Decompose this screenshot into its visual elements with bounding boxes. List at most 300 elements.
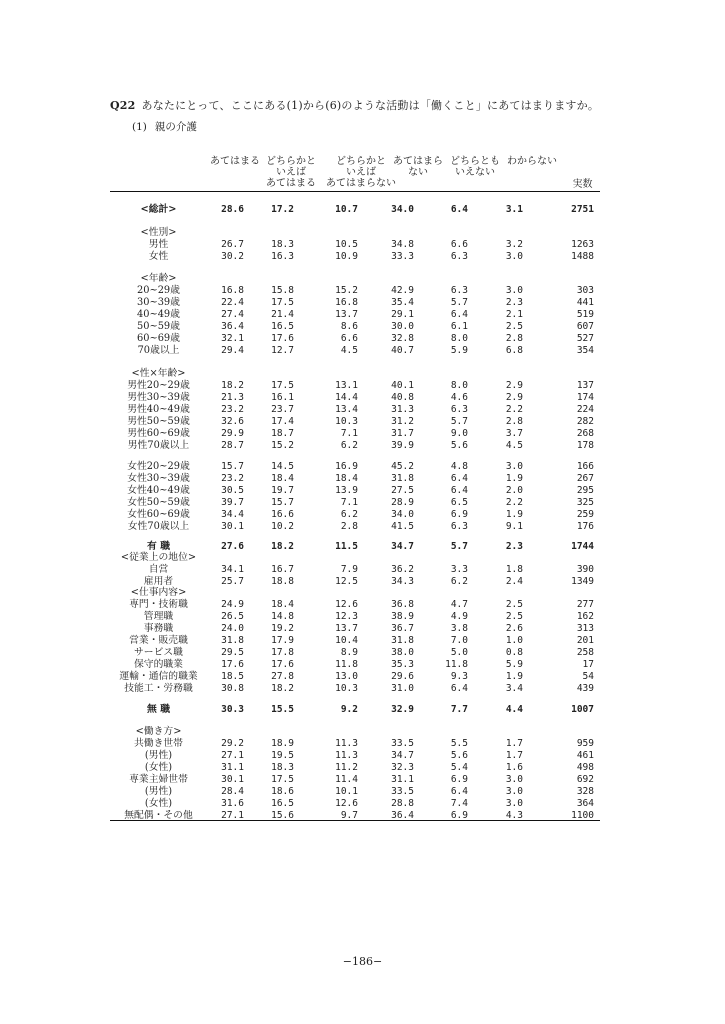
cell-percent: 6.4 bbox=[450, 204, 468, 215]
cell-percent: 4.9 bbox=[450, 611, 468, 622]
table-row bbox=[110, 392, 600, 403]
cell-count: 1488 bbox=[571, 251, 594, 262]
cell-percent: 5.5 bbox=[450, 738, 468, 749]
cell-percent: 18.3 bbox=[271, 762, 294, 773]
cell-percent: 6.3 bbox=[450, 521, 468, 532]
cell-percent: 6.1 bbox=[450, 321, 468, 332]
row-label: (男性) bbox=[144, 750, 173, 761]
row-label: 男性30~39歳 bbox=[127, 392, 190, 403]
row-label: 男性 bbox=[148, 239, 169, 250]
cell-percent: 3.8 bbox=[450, 623, 468, 634]
cell-percent: 2.0 bbox=[505, 485, 523, 496]
table-row bbox=[110, 509, 600, 520]
cell-percent: 32.8 bbox=[391, 333, 414, 344]
cell-percent: 32.1 bbox=[221, 333, 244, 344]
cell-percent: 11.8 bbox=[445, 659, 468, 670]
cell-percent: 30.1 bbox=[221, 774, 244, 785]
cell-percent: 15.8 bbox=[271, 285, 294, 296]
row-label: 専門・技術職 bbox=[129, 599, 188, 610]
question-number: Q22 bbox=[110, 99, 136, 112]
table-row bbox=[110, 380, 600, 391]
row-label: 運輸・通信的職業 bbox=[119, 671, 198, 682]
table-bottom-rule bbox=[110, 820, 600, 821]
cell-count: 498 bbox=[576, 762, 594, 773]
row-label: 自営 bbox=[148, 564, 169, 575]
header-col-6: わからない bbox=[507, 156, 557, 167]
row-label: 女性40~49歳 bbox=[127, 485, 190, 496]
cell-percent: 34.0 bbox=[391, 509, 414, 520]
cell-percent: 9.3 bbox=[450, 671, 468, 682]
table-row bbox=[110, 635, 600, 646]
cell-percent: 13.1 bbox=[335, 380, 358, 391]
cell-percent: 28.9 bbox=[391, 497, 414, 508]
cell-percent: 2.8 bbox=[505, 416, 523, 427]
cell-percent: 2.9 bbox=[505, 380, 523, 391]
row-label: 20~29歳 bbox=[137, 285, 180, 296]
cell-percent: 3.0 bbox=[505, 285, 523, 296]
cell-percent: 13.9 bbox=[335, 485, 358, 496]
cell-percent: 36.7 bbox=[391, 623, 414, 634]
cell-count: 959 bbox=[576, 738, 594, 749]
cell-percent: 4.6 bbox=[450, 392, 468, 403]
cell-percent: 3.0 bbox=[505, 798, 523, 809]
subquestion-label: 親の介護 bbox=[154, 121, 197, 133]
cell-count: 1744 bbox=[571, 541, 594, 552]
cell-percent: 7.0 bbox=[450, 635, 468, 646]
table-row bbox=[110, 368, 600, 379]
cell-percent: 4.5 bbox=[505, 440, 523, 451]
cell-percent: 13.7 bbox=[335, 309, 358, 320]
cell-percent: 15.2 bbox=[335, 285, 358, 296]
table-row bbox=[110, 321, 600, 332]
row-label: 男性70歳以上 bbox=[127, 440, 190, 451]
cell-percent: 7.1 bbox=[340, 428, 358, 439]
cell-percent: 2.3 bbox=[505, 541, 523, 552]
cell-percent: 23.2 bbox=[221, 404, 244, 415]
cell-percent: 6.4 bbox=[450, 485, 468, 496]
cell-percent: 6.8 bbox=[505, 345, 523, 356]
cell-percent: 39.7 bbox=[221, 497, 244, 508]
cell-percent: 14.5 bbox=[271, 461, 294, 472]
cell-percent: 6.4 bbox=[450, 683, 468, 694]
cell-percent: 16.5 bbox=[271, 798, 294, 809]
row-label: 雇用者 bbox=[143, 576, 174, 587]
cell-percent: 7.9 bbox=[340, 564, 358, 575]
table-row bbox=[110, 599, 600, 610]
cell-percent: 8.6 bbox=[340, 321, 358, 332]
cell-percent: 1.7 bbox=[505, 750, 523, 761]
cell-percent: 34.7 bbox=[391, 541, 414, 552]
cell-percent: 38.0 bbox=[391, 647, 414, 658]
table-row bbox=[110, 285, 600, 296]
cell-percent: 18.3 bbox=[271, 239, 294, 250]
table-row bbox=[110, 647, 600, 658]
cell-percent: 17.6 bbox=[221, 659, 244, 670]
cell-percent: 11.8 bbox=[335, 659, 358, 670]
cell-percent: 12.6 bbox=[335, 798, 358, 809]
cell-percent: 6.2 bbox=[450, 576, 468, 587]
cell-percent: 7.1 bbox=[340, 497, 358, 508]
cell-percent: 23.7 bbox=[271, 404, 294, 415]
cell-percent: 8.9 bbox=[340, 647, 358, 658]
table-row bbox=[110, 251, 600, 262]
cell-percent: 11.3 bbox=[335, 738, 358, 749]
cell-percent: 2.4 bbox=[505, 576, 523, 587]
cell-percent: 18.4 bbox=[335, 473, 358, 484]
cell-count: 1349 bbox=[571, 576, 594, 587]
cell-count: 224 bbox=[576, 404, 594, 415]
row-label: 40~49歳 bbox=[137, 309, 180, 320]
row-label: 管理職 bbox=[143, 611, 174, 622]
cell-percent: 5.4 bbox=[450, 762, 468, 773]
cell-percent: 34.7 bbox=[391, 750, 414, 761]
cell-count: 313 bbox=[576, 623, 594, 634]
cell-percent: 2.6 bbox=[505, 623, 523, 634]
cell-percent: 10.7 bbox=[335, 204, 358, 215]
cell-percent: 30.1 bbox=[221, 521, 244, 532]
cell-percent: 40.8 bbox=[391, 392, 414, 403]
cell-percent: 11.2 bbox=[335, 762, 358, 773]
table-row bbox=[110, 333, 600, 344]
question-text bbox=[110, 97, 599, 113]
table-row bbox=[110, 297, 600, 308]
cell-percent: 15.7 bbox=[271, 497, 294, 508]
cell-percent: 28.7 bbox=[221, 440, 244, 451]
cell-percent: 16.5 bbox=[271, 321, 294, 332]
cell-count: 258 bbox=[576, 647, 594, 658]
cell-count: 1100 bbox=[571, 810, 594, 821]
cell-percent: 24.0 bbox=[221, 623, 244, 634]
row-label: 女性50~59歳 bbox=[127, 497, 190, 508]
cell-percent: 36.4 bbox=[221, 321, 244, 332]
row-label: 共働き世帯 bbox=[134, 738, 183, 749]
cell-percent: 19.2 bbox=[271, 623, 294, 634]
cell-percent: 12.7 bbox=[271, 345, 294, 356]
row-label: 女性30~39歳 bbox=[127, 473, 190, 484]
table-row bbox=[110, 404, 600, 415]
cell-percent: 4.4 bbox=[505, 704, 523, 715]
cell-percent: 3.1 bbox=[505, 204, 523, 215]
cell-count: 201 bbox=[576, 635, 594, 646]
cell-percent: 31.2 bbox=[391, 416, 414, 427]
row-label: 女性70歳以上 bbox=[127, 521, 190, 532]
row-label: 保守的職業 bbox=[134, 659, 183, 670]
cell-percent: 17.5 bbox=[271, 380, 294, 391]
cell-percent: 23.2 bbox=[221, 473, 244, 484]
cell-percent: 9.0 bbox=[450, 428, 468, 439]
cell-percent: 31.3 bbox=[391, 404, 414, 415]
header-col-3: どちらかと いえば あてはまらない bbox=[326, 156, 396, 189]
cell-percent: 17.5 bbox=[271, 297, 294, 308]
row-label: 営業・販売職 bbox=[129, 635, 188, 646]
cell-percent: 5.6 bbox=[450, 750, 468, 761]
table-row bbox=[110, 611, 600, 622]
cell-count: 527 bbox=[576, 333, 594, 344]
cell-percent: 18.2 bbox=[271, 683, 294, 694]
cell-percent: 5.6 bbox=[450, 440, 468, 451]
cell-percent: 6.6 bbox=[340, 333, 358, 344]
cell-percent: 21.4 bbox=[271, 309, 294, 320]
cell-percent: 5.0 bbox=[450, 647, 468, 658]
cell-percent: 9.2 bbox=[340, 704, 358, 715]
cell-percent: 1.6 bbox=[505, 762, 523, 773]
cell-percent: 11.4 bbox=[335, 774, 358, 785]
cell-count: 2751 bbox=[571, 204, 594, 215]
row-label: 女性20~29歳 bbox=[127, 461, 190, 472]
header-col-5: どちらとも いえない bbox=[450, 156, 500, 178]
cell-count: 607 bbox=[576, 321, 594, 332]
cell-percent: 5.9 bbox=[450, 345, 468, 356]
cell-percent: 32.6 bbox=[221, 416, 244, 427]
cell-percent: 17.8 bbox=[271, 647, 294, 658]
cell-percent: 17.4 bbox=[271, 416, 294, 427]
row-label: サービス職 bbox=[134, 647, 183, 658]
cell-percent: 29.9 bbox=[221, 428, 244, 439]
cell-percent: 2.5 bbox=[505, 611, 523, 622]
cell-percent: 31.8 bbox=[391, 635, 414, 646]
cell-percent: 40.1 bbox=[391, 380, 414, 391]
cell-percent: 18.9 bbox=[271, 738, 294, 749]
cell-count: 259 bbox=[576, 509, 594, 520]
cell-percent: 13.7 bbox=[335, 623, 358, 634]
table-row bbox=[110, 587, 600, 598]
row-label: 事務職 bbox=[143, 623, 174, 634]
cell-percent: 27.5 bbox=[391, 485, 414, 496]
cell-percent: 27.1 bbox=[221, 810, 244, 821]
cell-percent: 28.6 bbox=[221, 204, 244, 215]
cell-percent: 3.0 bbox=[505, 774, 523, 785]
cell-percent: 4.7 bbox=[450, 599, 468, 610]
cell-percent: 8.0 bbox=[450, 380, 468, 391]
cell-percent: 6.9 bbox=[450, 774, 468, 785]
cell-percent: 17.6 bbox=[271, 659, 294, 670]
row-label: (女性) bbox=[144, 762, 173, 773]
row-label: 男性50~59歳 bbox=[127, 416, 190, 427]
cell-percent: 33.3 bbox=[391, 251, 414, 262]
row-label: 専業主婦世帯 bbox=[129, 774, 188, 785]
cell-percent: 1.9 bbox=[505, 509, 523, 520]
cell-percent: 29.4 bbox=[221, 345, 244, 356]
cell-count: 174 bbox=[576, 392, 594, 403]
table-row bbox=[110, 552, 600, 563]
cell-percent: 17.9 bbox=[271, 635, 294, 646]
cell-percent: 18.7 bbox=[271, 428, 294, 439]
cell-percent: 6.3 bbox=[450, 251, 468, 262]
cell-percent: 13.0 bbox=[335, 671, 358, 682]
cell-percent: 33.5 bbox=[391, 738, 414, 749]
table-row bbox=[110, 440, 600, 451]
cell-percent: 27.1 bbox=[221, 750, 244, 761]
cell-percent: 2.5 bbox=[505, 599, 523, 610]
cell-percent: 15.7 bbox=[221, 461, 244, 472]
cell-percent: 27.4 bbox=[221, 309, 244, 320]
table-row bbox=[110, 738, 600, 749]
cell-percent: 6.5 bbox=[450, 497, 468, 508]
cell-percent: 25.7 bbox=[221, 576, 244, 587]
cell-percent: 29.6 bbox=[391, 671, 414, 682]
cell-percent: 8.0 bbox=[450, 333, 468, 344]
cell-percent: 19.7 bbox=[271, 485, 294, 496]
row-label: (男性) bbox=[144, 786, 173, 797]
cell-percent: 24.9 bbox=[221, 599, 244, 610]
cell-percent: 2.2 bbox=[505, 497, 523, 508]
table-row bbox=[110, 239, 600, 250]
cell-percent: 6.4 bbox=[450, 786, 468, 797]
cell-percent: 14.8 bbox=[271, 611, 294, 622]
row-label: <性×年齢> bbox=[131, 368, 186, 379]
cell-percent: 16.3 bbox=[271, 251, 294, 262]
table-row bbox=[110, 273, 600, 284]
cell-percent: 31.1 bbox=[221, 762, 244, 773]
cell-count: 282 bbox=[576, 416, 594, 427]
cell-percent: 5.7 bbox=[450, 297, 468, 308]
cell-percent: 12.6 bbox=[335, 599, 358, 610]
cell-count: 137 bbox=[576, 380, 594, 391]
cell-percent: 5.9 bbox=[505, 659, 523, 670]
cell-percent: 2.5 bbox=[505, 321, 523, 332]
cell-percent: 33.5 bbox=[391, 786, 414, 797]
cell-count: 325 bbox=[576, 497, 594, 508]
row-label: <仕事内容> bbox=[130, 587, 187, 598]
cell-percent: 2.8 bbox=[505, 333, 523, 344]
cell-percent: 31.8 bbox=[221, 635, 244, 646]
row-label: 女性 bbox=[148, 251, 169, 262]
cell-percent: 3.0 bbox=[505, 461, 523, 472]
cell-percent: 2.1 bbox=[505, 309, 523, 320]
cell-percent: 34.1 bbox=[221, 564, 244, 575]
table-row bbox=[110, 428, 600, 439]
table-row bbox=[110, 204, 600, 215]
cell-percent: 10.2 bbox=[271, 521, 294, 532]
cell-percent: 16.1 bbox=[271, 392, 294, 403]
cell-percent: 5.7 bbox=[450, 541, 468, 552]
cell-percent: 10.3 bbox=[335, 416, 358, 427]
cell-percent: 17.6 bbox=[271, 333, 294, 344]
cell-percent: 10.1 bbox=[335, 786, 358, 797]
cell-percent: 22.4 bbox=[221, 297, 244, 308]
cell-percent: 7.7 bbox=[450, 704, 468, 715]
cell-percent: 35.4 bbox=[391, 297, 414, 308]
cell-percent: 1.8 bbox=[505, 564, 523, 575]
cell-percent: 31.7 bbox=[391, 428, 414, 439]
subquestion-number: (1) bbox=[132, 121, 147, 133]
cell-percent: 41.5 bbox=[391, 521, 414, 532]
cell-percent: 19.5 bbox=[271, 750, 294, 761]
cell-percent: 5.7 bbox=[450, 416, 468, 427]
table-row bbox=[110, 497, 600, 508]
cell-percent: 2.3 bbox=[505, 297, 523, 308]
cell-count: 461 bbox=[576, 750, 594, 761]
cell-percent: 9.7 bbox=[340, 810, 358, 821]
row-label: 有 職 bbox=[146, 541, 170, 552]
cell-percent: 6.9 bbox=[450, 810, 468, 821]
cell-percent: 2.8 bbox=[340, 521, 358, 532]
table-row bbox=[110, 461, 600, 472]
cell-count: 439 bbox=[576, 683, 594, 694]
cell-percent: 18.2 bbox=[271, 541, 294, 552]
cell-percent: 3.0 bbox=[505, 251, 523, 262]
cell-percent: 10.5 bbox=[335, 239, 358, 250]
table-row bbox=[110, 750, 600, 761]
table-row bbox=[110, 521, 600, 532]
cell-percent: 17.2 bbox=[271, 204, 294, 215]
row-label: 60~69歳 bbox=[137, 333, 180, 344]
row-label: 技能工・労務職 bbox=[124, 683, 193, 694]
table-row bbox=[110, 227, 600, 238]
cell-percent: 2.9 bbox=[505, 392, 523, 403]
cell-percent: 10.4 bbox=[335, 635, 358, 646]
cell-percent: 34.4 bbox=[221, 509, 244, 520]
cell-percent: 6.2 bbox=[340, 440, 358, 451]
cell-percent: 21.3 bbox=[221, 392, 244, 403]
cell-percent: 31.1 bbox=[391, 774, 414, 785]
row-label: <働き方> bbox=[135, 726, 182, 737]
cell-percent: 10.9 bbox=[335, 251, 358, 262]
cell-percent: 34.8 bbox=[391, 239, 414, 250]
cell-percent: 6.9 bbox=[450, 509, 468, 520]
cell-percent: 17.5 bbox=[271, 774, 294, 785]
cell-percent: 18.6 bbox=[271, 786, 294, 797]
cell-percent: 6.4 bbox=[450, 309, 468, 320]
cell-percent: 31.6 bbox=[221, 798, 244, 809]
cell-percent: 29.1 bbox=[391, 309, 414, 320]
row-label: 無 職 bbox=[146, 704, 170, 715]
cell-percent: 4.3 bbox=[505, 810, 523, 821]
cell-percent: 6.4 bbox=[450, 473, 468, 484]
row-label: 男性20~29歳 bbox=[127, 380, 190, 391]
cell-percent: 3.4 bbox=[505, 683, 523, 694]
cell-percent: 36.4 bbox=[391, 810, 414, 821]
cell-percent: 15.2 bbox=[271, 440, 294, 451]
cell-percent: 6.3 bbox=[450, 404, 468, 415]
cell-count: 303 bbox=[576, 285, 594, 296]
table-row bbox=[110, 774, 600, 785]
cell-percent: 29.5 bbox=[221, 647, 244, 658]
cell-count: 277 bbox=[576, 599, 594, 610]
table-row bbox=[110, 564, 600, 575]
cell-percent: 34.3 bbox=[391, 576, 414, 587]
table-row bbox=[110, 683, 600, 694]
header-col-1: あてはまる bbox=[210, 156, 260, 167]
cell-count: 390 bbox=[576, 564, 594, 575]
cell-percent: 6.3 bbox=[450, 285, 468, 296]
table-row bbox=[110, 786, 600, 797]
cell-percent: 42.9 bbox=[391, 285, 414, 296]
cell-count: 176 bbox=[576, 521, 594, 532]
cell-percent: 1.0 bbox=[505, 635, 523, 646]
cell-percent: 30.8 bbox=[221, 683, 244, 694]
cell-percent: 39.9 bbox=[391, 440, 414, 451]
cell-percent: 30.0 bbox=[391, 321, 414, 332]
table-row bbox=[110, 704, 600, 715]
cell-percent: 28.8 bbox=[391, 798, 414, 809]
cell-count: 364 bbox=[576, 798, 594, 809]
cell-percent: 16.8 bbox=[221, 285, 244, 296]
cell-percent: 40.7 bbox=[391, 345, 414, 356]
subquestion-title bbox=[132, 119, 197, 134]
row-label: <従業上の地位> bbox=[120, 552, 197, 563]
table-row bbox=[110, 659, 600, 670]
cell-percent: 14.4 bbox=[335, 392, 358, 403]
table-header bbox=[110, 156, 600, 190]
table-row bbox=[110, 473, 600, 484]
cell-percent: 11.3 bbox=[335, 750, 358, 761]
cell-count: 54 bbox=[582, 671, 594, 682]
cell-percent: 26.7 bbox=[221, 239, 244, 250]
cell-percent: 16.9 bbox=[335, 461, 358, 472]
cell-percent: 6.6 bbox=[450, 239, 468, 250]
table-row bbox=[110, 798, 600, 809]
